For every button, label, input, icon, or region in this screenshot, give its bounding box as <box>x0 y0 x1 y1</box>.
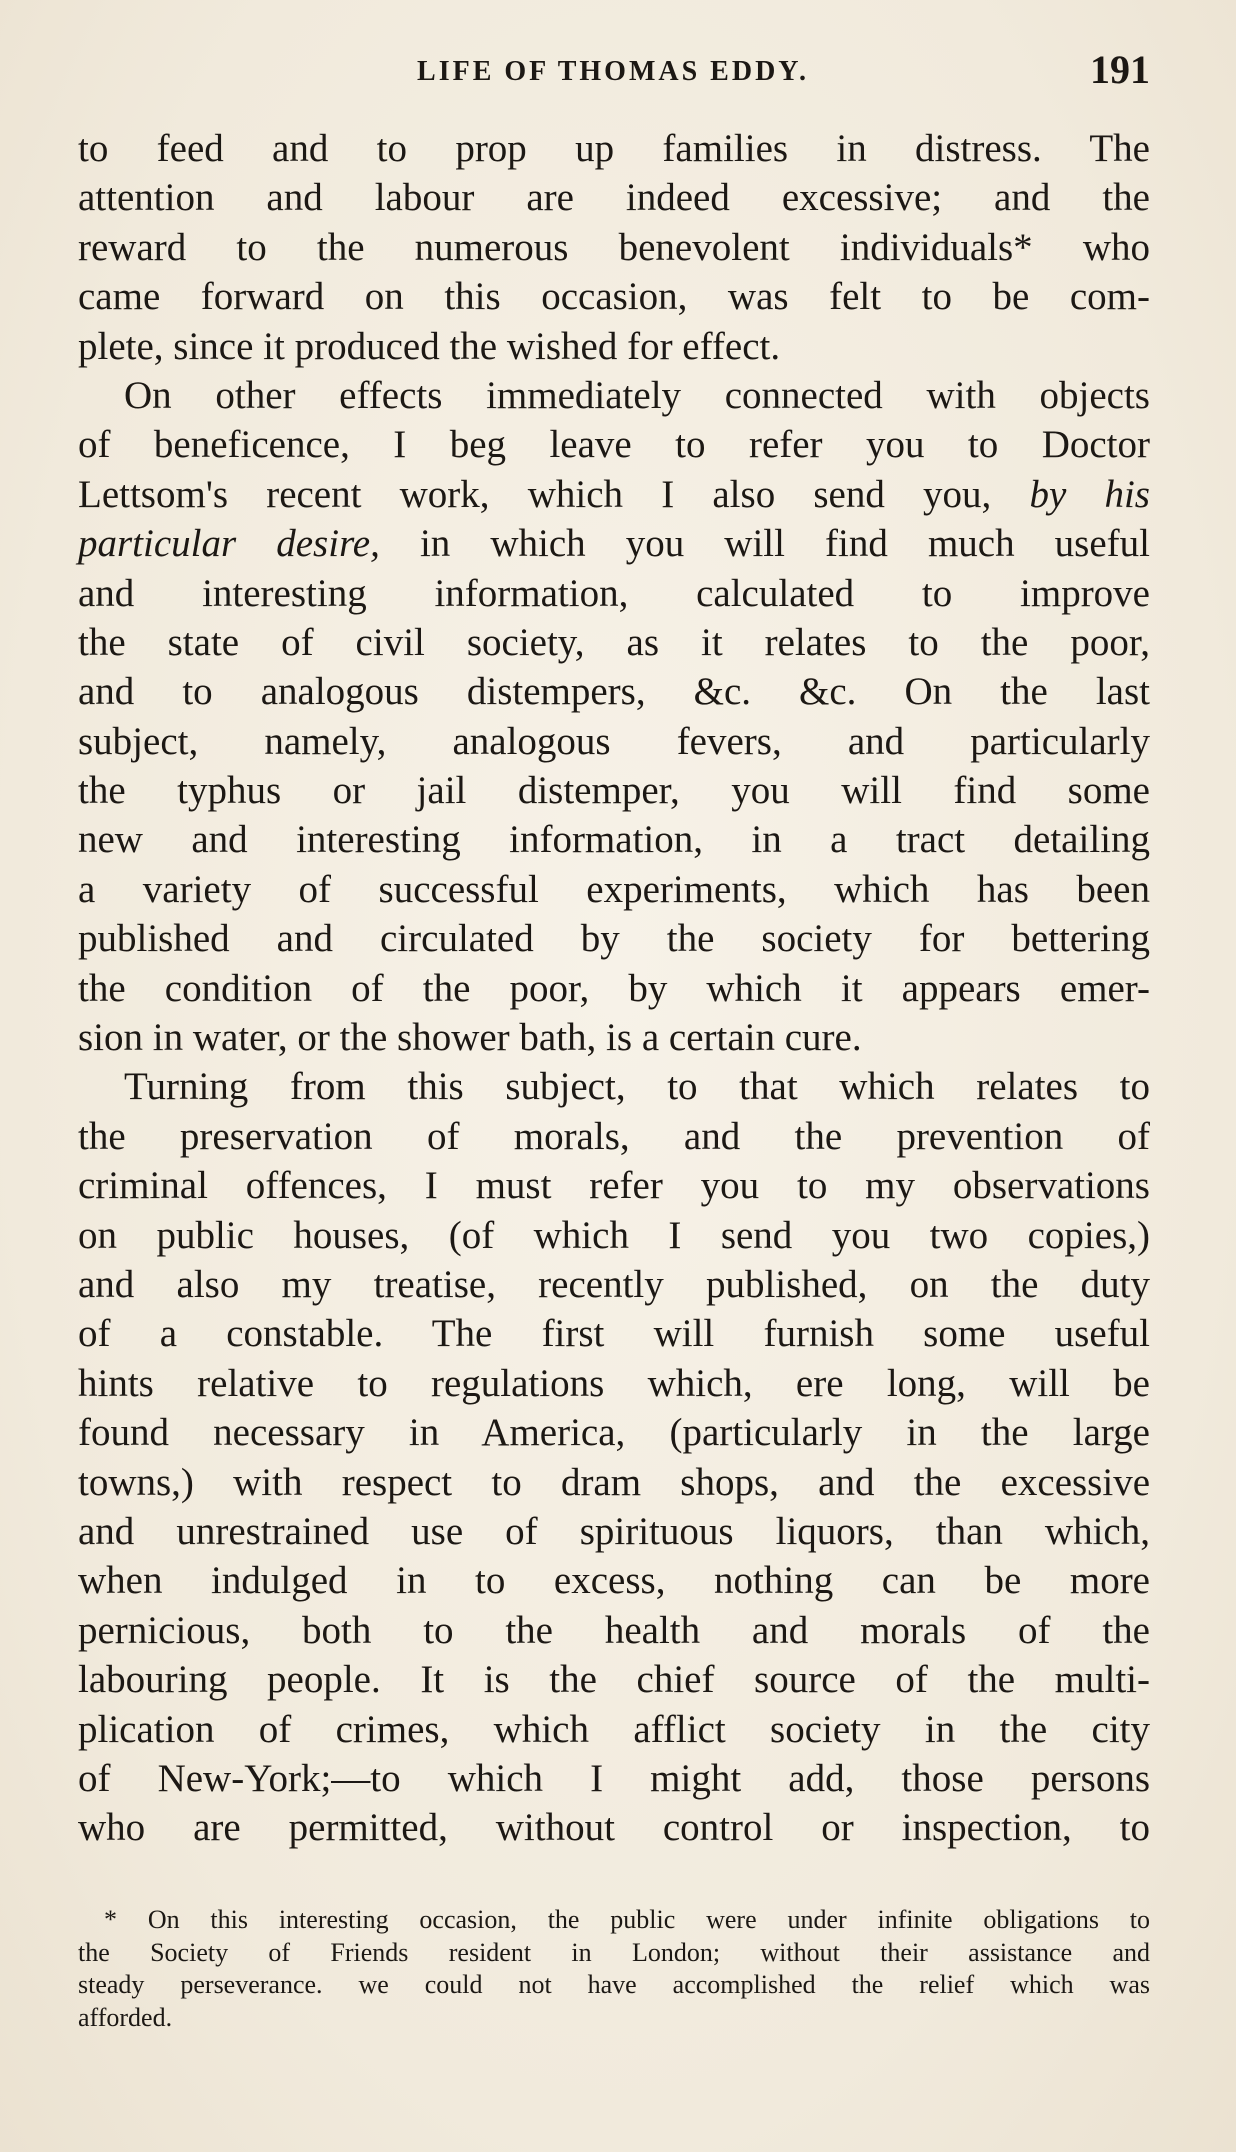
text-line: found necessary in America, (particularly in the large <box>78 1411 1150 1455</box>
text-line: of New-York;—to which I might add, those persons <box>78 1756 1150 1800</box>
text-line: criminal offences, I must refer you to my observations <box>78 1164 1150 1208</box>
text-line: sion in water, or the shower bath, is a certain cure. <box>78 1016 862 1060</box>
footnote-line: * On this interesting occasion, the public were under infinite obligations to <box>104 1905 1150 1934</box>
running-title: LIFE OF THOMAS EDDY. <box>417 56 809 87</box>
text-line: when indulged in to excess, nothing can be more <box>78 1559 1150 1603</box>
text-line: the typhus or jail distemper, you will find some <box>78 769 1150 813</box>
text-line: on public houses, (of which I send you two copies,) <box>78 1213 1150 1257</box>
text-line: Turning from this subject, to that which relates to <box>124 1065 1150 1109</box>
text-line: attention and labour are indeed excessive; and the <box>78 176 1150 220</box>
text-run: in which you will find much useful <box>419 522 1150 566</box>
body-text <box>78 124 1150 1853</box>
footnote-line: afforded. <box>78 2002 173 2032</box>
text-line: of a constable. The first will furnish some useful <box>78 1312 1150 1356</box>
text-line: and also my treatise, recently published, on the duty <box>78 1262 1150 1306</box>
text-line: came forward on this occasion, was felt to be com- <box>78 275 1150 319</box>
footnote-line: steady perseverance. we could not have accomplished the relief which was <box>78 1970 1150 1999</box>
text-line: the condition of the poor, by which it appears emer- <box>78 966 1150 1010</box>
text-line: new and interesting information, in a tract detailing <box>78 818 1150 862</box>
text-line: the preservation of morals, and the prevention of <box>78 1114 1150 1158</box>
running-head <box>76 47 1150 96</box>
text-line: reward to the numerous benevolent individuals* who <box>78 225 1150 269</box>
text-line: published and circulated by the society for bettering <box>78 917 1150 961</box>
italic-run: by his <box>1029 472 1150 516</box>
text-line: and unrestrained use of spirituous liquors, than which, <box>78 1509 1150 1553</box>
text-line: the state of civil society, as it relates to the poor, <box>78 620 1150 664</box>
text-line: labouring people. It is the chief source of the multi- <box>78 1658 1150 1702</box>
text-run: Lettsom's recent work, which I also send you, <box>78 472 992 516</box>
text-line <box>78 470 1150 519</box>
text-line: On other effects immediately connected with objects <box>124 373 1150 417</box>
text-line: hints relative to regulations which, ere long, will be <box>78 1361 1150 1405</box>
footnote <box>78 1904 1150 2034</box>
text-line: plete, since it produced the wished for effect. <box>78 324 781 368</box>
text-line: to feed and to prop up families in distress. The <box>78 127 1150 170</box>
text-line: who are permitted, without control or inspection, to <box>78 1806 1150 1850</box>
text-line: a variety of successful experiments, which has been <box>78 867 1150 911</box>
italic-run: particular desire, <box>78 522 380 566</box>
text-line: and interesting information, calculated to improve <box>78 571 1150 615</box>
text-line: pernicious, both to the health and morals of the <box>78 1608 1150 1652</box>
text-line: and to analogous distempers, &c. &c. On the last <box>78 670 1150 714</box>
text-line: plication of crimes, which afflict society in the city <box>78 1707 1150 1751</box>
text-line <box>78 519 1150 568</box>
text-line: towns,) with respect to dram shops, and the excessive <box>78 1460 1150 1504</box>
footnote-line: the Society of Friends resident in London; without their assistance and <box>78 1937 1150 1967</box>
text-line: subject, namely, analogous fevers, and particularly <box>78 719 1150 763</box>
page-number: 191 <box>1090 47 1150 92</box>
text-line: of beneficence, I beg leave to refer you to Doctor <box>78 423 1150 467</box>
